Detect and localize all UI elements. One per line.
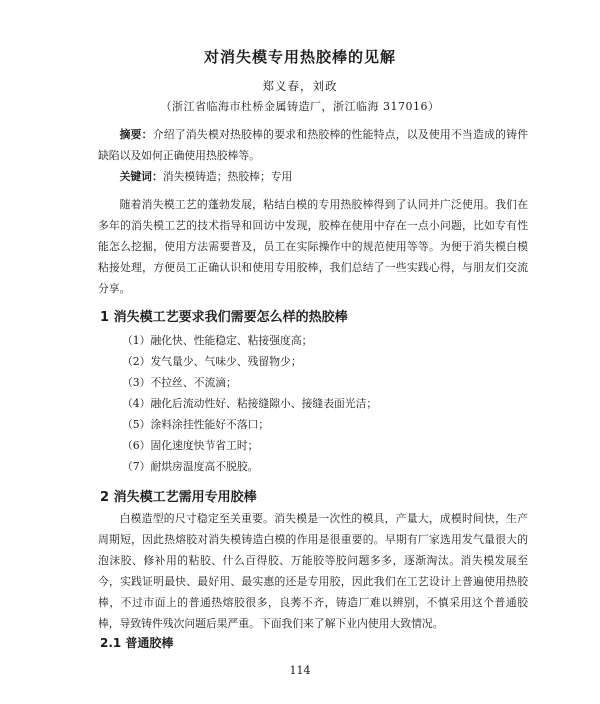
requirements-list [122, 330, 377, 477]
paper-title: 对消失模专用热胶棒的见解 [203, 48, 396, 66]
page-number: 114 [289, 664, 311, 677]
section-2-paragraph: 白模造型的尺寸稳定至关重要。消失模是一次性的模具，产量大，成模时间快，生产周期短，因此热熔胶对消失模铸造白模的作用是很重要的。早期有厂家选用发气量很大的泡沫胶、修补用的粘胶、什么百得胶、万能胶等胶问题多多，逐渐淘汰。消失模发展至今，实践证明最快、最好用、最实惠的还是专用胶，因此我们在工艺设计上普遍使用热胶棒，不过市面上的普通热熔胶很多，良莠不齐，铸造厂难以辨别，不慎采用这个普通胶棒，导致铸件残次问题后果严重。下面我们来了解下业内使用大致情况。 [98, 512, 528, 630]
section-2-heading: 2 消失模工艺需用专用胶棒 [100, 490, 257, 505]
paper-authors: 郑义春，刘政 [262, 79, 338, 93]
list-item: （1）融化快、性能稳定、粘接强度高； [122, 334, 313, 347]
keywords-label: 关键词： [119, 170, 163, 183]
abstract [98, 124, 528, 166]
list-item: （4）融化后流动性好、粘接缝隙小、接缝表面光洁； [122, 397, 378, 410]
section-2-1-heading: 2.1 普通胶棒 [100, 636, 174, 650]
abstract-text: 介绍了消失模对热胶棒的要求和热胶棒的性能特点，以及使用不当造成的铸件缺陷以及如何正确使用热胶棒等。 [98, 128, 529, 162]
abstract-label: 摘要： [119, 128, 153, 141]
section-1-heading: 1 消失模工艺要求我们需要怎么样的热胶棒 [100, 310, 348, 325]
intro-paragraph: 随着消失模工艺的蓬勃发展，粘结白模的专用热胶棒得到了认同并广泛使用。我们在多年的消失模工艺的技术指导和回访中发现，胶棒在使用中存在一点小问题，比如专有性能怎么挖掘，使用方法需要普及，员工在实际操作中的规范使用等等。为便于消失模白模粘接处理，方便员工正确认识和使用专用胶棒，我们总结了一些实践心得，与朋友们交流分享。 [98, 198, 528, 295]
paper-affiliation: （浙江省临海市杜桥金属铸造厂，浙江临海 317016） [160, 100, 440, 113]
list-item: （5）涂料涂挂性能好不落口； [122, 418, 270, 431]
list-item: （2）发气量少、气味少、残留物少； [122, 355, 302, 368]
keywords [98, 166, 528, 187]
list-item: （7）耐烘房温度高不脱胶。 [122, 460, 259, 473]
keywords-text: 消失模铸造；热胶棒；专用 [162, 170, 293, 183]
list-item: （6）固化速度快节省工时； [122, 439, 259, 452]
list-item: （3）不拉丝、不流滴； [122, 376, 237, 389]
